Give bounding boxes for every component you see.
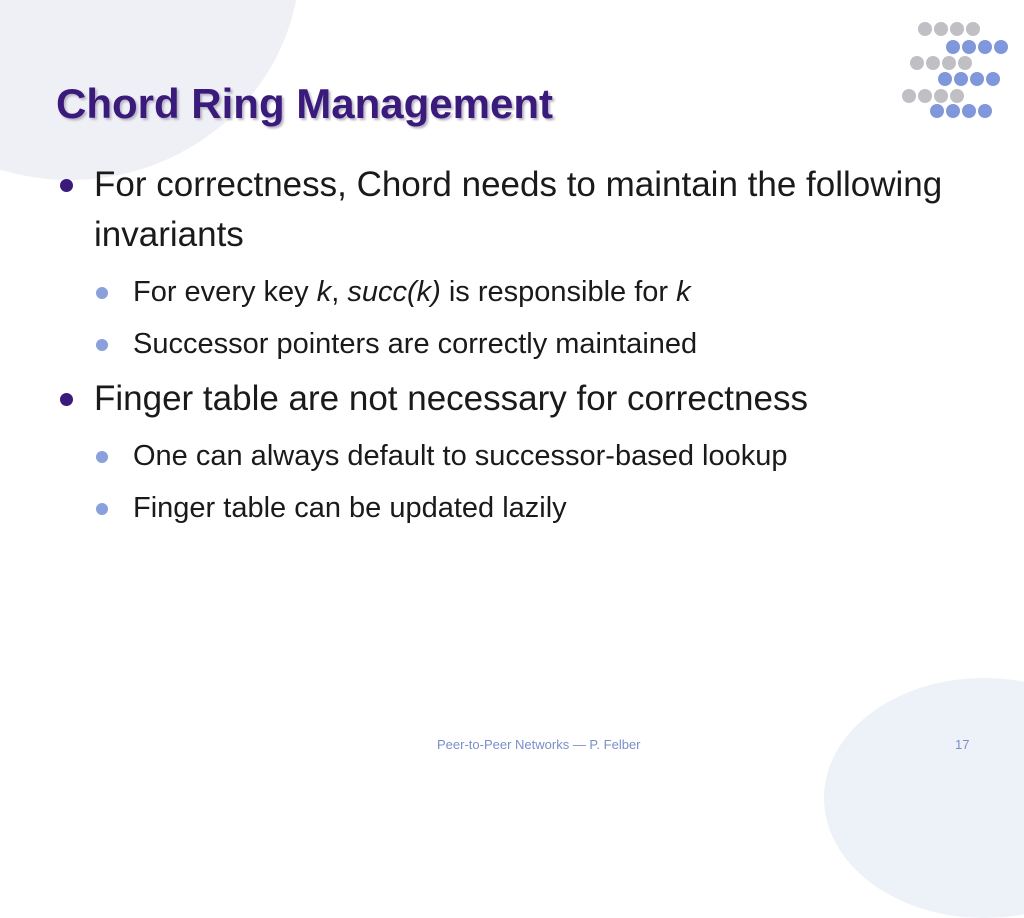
logo-dot	[994, 40, 1008, 54]
page-number: 17	[955, 737, 970, 752]
sub-bullet-text: ,	[331, 276, 348, 308]
background-curve-bottom	[824, 678, 1024, 918]
sub-bullet-item	[56, 430, 986, 482]
bullet-list	[56, 160, 986, 538]
bullet-text: For correctness, Chord needs to maintain the following invariants	[94, 165, 943, 254]
logo-dot	[978, 40, 992, 54]
logo-dot	[966, 22, 980, 36]
logo-dot	[910, 56, 924, 70]
bullet-item	[56, 374, 986, 424]
logo-dot	[918, 22, 932, 36]
logo-dot	[954, 72, 968, 86]
bullet-text: Finger table are not necessary for correctness	[94, 379, 808, 418]
logo-dot	[962, 104, 976, 118]
logo-dot	[938, 72, 952, 86]
italic-term: k	[316, 276, 332, 308]
slide-footer: Peer-to-Peer Networks — P. Felber	[437, 737, 641, 752]
logo-dot	[946, 40, 960, 54]
logo-dot	[926, 56, 940, 70]
logo-dot	[930, 104, 944, 118]
logo-dot	[942, 56, 956, 70]
sub-bullet-dot-icon	[96, 503, 108, 515]
sub-bullet-dot-icon	[96, 287, 108, 299]
sub-bullet-list	[56, 266, 986, 370]
logo-dot	[934, 22, 948, 36]
sub-bullet-text: Finger table can be updated lazily	[133, 492, 567, 524]
sub-bullet-list	[56, 430, 986, 534]
italic-term: k	[676, 276, 691, 308]
sub-bullet-dot-icon	[96, 451, 108, 463]
slide-title: Chord Ring Management	[56, 80, 554, 127]
sub-bullet-item	[56, 318, 986, 370]
bullet-dot-icon	[60, 393, 73, 406]
logo-dot	[950, 89, 964, 103]
bullet-dot-icon	[60, 179, 73, 192]
sub-bullet-text: is responsible for	[440, 276, 677, 308]
sub-bullet-text: For every key	[133, 276, 317, 308]
logo-dot	[958, 56, 972, 70]
sub-bullet-text: Successor pointers are correctly maintained	[133, 328, 698, 360]
sub-bullet-item	[56, 482, 986, 534]
logo-dot	[934, 89, 948, 103]
bullet-item	[56, 160, 986, 260]
logo-dot	[902, 89, 916, 103]
logo-dot	[918, 89, 932, 103]
logo-dot	[978, 104, 992, 118]
italic-term: succ(k)	[347, 276, 441, 308]
logo-dot	[962, 40, 976, 54]
sub-bullet-dot-icon	[96, 339, 108, 351]
sub-bullet-text: One can always default to successor-based lookup	[133, 440, 788, 472]
logo-dot	[986, 72, 1000, 86]
logo-dot	[946, 104, 960, 118]
logo-dot	[970, 72, 984, 86]
logo-dot	[950, 22, 964, 36]
sub-bullet-item	[56, 266, 986, 318]
